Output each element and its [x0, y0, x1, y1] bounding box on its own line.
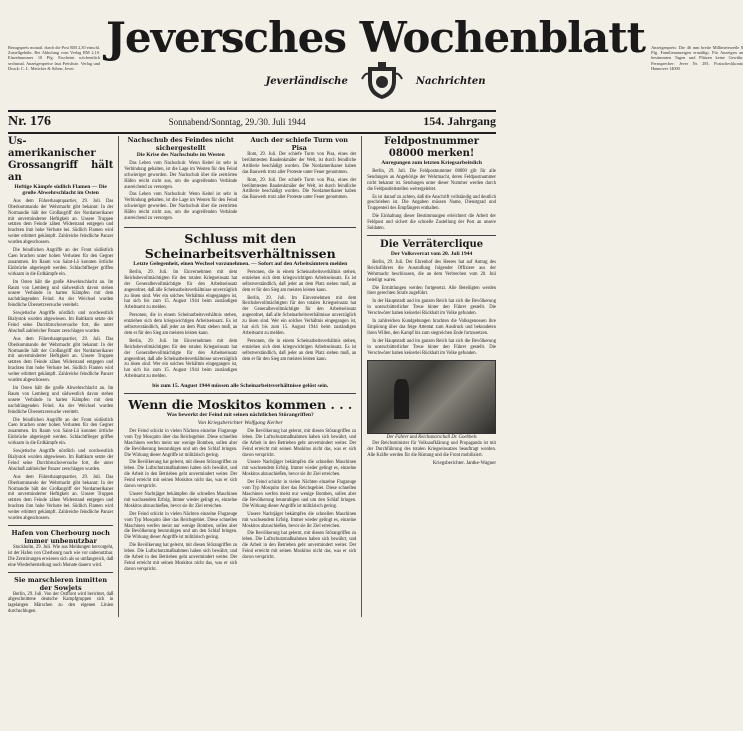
scheinarbeit-col-b [242, 270, 356, 382]
article-paragraph: Unsere Nachtjäger bekämpfen die schnellen Maschinen mit wachsendem Erfolg. Immer wieder gelingt es, einzelne Moskitos abzuschießen, bevor sie ihr Ziel erreichen. [242, 511, 357, 529]
subhead-nachschub: Die Krise des Nachschubs im Westen [136, 152, 225, 158]
moskitos-col-a [124, 429, 237, 575]
headline-verraeterclique: Die Verräterclique [380, 238, 484, 250]
article-paragraph: Aus dem Führerhauptquartier, 29. Juli. Das Oberkommando der Wehrmacht gibt bekannt: In der Normandie hält der Großangriff der Nordamerikaner mit unverminderter Heftigkeit an. Unsere Truppen setzten dem Feinde zähen Widerstand entgegen und brachten ihm hohe Verluste bei. Südlich Flamen wird weiter erbittert gekämpft. Zahlreiche feindliche Panzer wurden abgeschossen. [8, 336, 114, 384]
article-paragraph: Rom, 29. Juli. Der schiefe Turm von Pisa, eines der berühmtesten Baudenkmäler der Welt, ist durch feindliche Artillerie beschädigt worden. Die Nordamerikaner haben das Bauwerk trotz aller Proteste unter Feuer genommen. [242, 152, 357, 175]
middle-top-left [124, 136, 237, 224]
column-middle [124, 136, 356, 617]
article-credit: Kriegsberichter. Jantke-Wagner [432, 461, 496, 467]
divider [124, 227, 356, 228]
masthead-subtitle-left: Jeverländische [265, 75, 348, 87]
moskitos-body [124, 429, 356, 575]
column-rule [118, 136, 119, 617]
article-paragraph: Das Leben vom Nachschub: Wenn Keitel ist sehr in Verbindung gehalten, ist die Lage im Westen für den Feind schwieriger geworden. Der Nachschub über die zerstörten Häfen reicht nicht aus, um die angreifenden Verbände ausreichend zu versorgen. [124, 160, 238, 190]
byline-moskitos: Von Kriegsberichter Wolfgang Kerber [197, 420, 283, 426]
article-paragraph: Die Bevölkerung hat gelernt, mit diesen Störangriffen zu leben. Die Luftschutzmaßnahmen haben sich bewährt, und die Arbeit in den Betrieben geht unvermindert weiter. Der Feind erreicht mit seinen Moskitos nicht das, was er sich davon verspricht. [242, 428, 357, 458]
article-paragraph: Aus dem Führerhauptquartier, 29. Juli. Das Oberkommando der Wehrmacht gibt bekannt: In der Normandie hält der Großangriff der Nordamerikaner mit unverminderter Heftigkeit an. Unsere Truppen setzten dem Feinde zähen Widerstand entgegen und brachten ihm hohe Verluste bei. Südlich Flamen wird weiter erbittert gekämpft. Zahlreiche feindliche Panzer wurden abgeschossen. [8, 198, 114, 246]
article-paragraph: Unsere Nachtjäger bekämpfen die schnellen Maschinen mit wachsendem Erfolg. Immer wieder gelingt es, einzelne Moskitos abzuschießen, bevor sie ihr Ziel erreichen. [242, 460, 357, 478]
article-paragraph: Rom, 29. Juli. Der schiefe Turm von Pisa, eines der berühmtesten Baudenkmäler der Welt, ist durch feindliche Artillerie beschädigt worden. Die Nordamerikaner haben das Bauwerk trotz aller Proteste unter Feuer genommen. [242, 177, 357, 201]
headline-scheinarbeit: Schluss mit den Scheinarbeitsverhältnissen [144, 230, 336, 261]
article-paragraph: Die feindlichen Angriffe an der Front südöstlich Caen brachen unter hohen Verlusten für den Gegner zusammen. Im Raum von Saint-Lô konnten örtliche Einbrüche abgeriegelt werden. Schlachtflieger griffen wirksam in die Erdkämpfe ein. [8, 248, 114, 277]
subhead-moskitos: Was bewerkt der Feind mit seinen nächtlichen Störangriffen? [166, 412, 314, 419]
column-left [8, 136, 113, 617]
masthead-center [106, 15, 645, 101]
article-paragraph: Berlin, 29. Juli. Die Feldpostnummer 08000 gilt für alle Sendungen an Angehörige der Wehrmacht, deren Feldpostnummer nicht bekannt ist. Sendungen unter dieser Nummer werden durch die Feldpostleitstellen weitergeleitet. [367, 168, 496, 192]
coat-of-arms-icon [360, 61, 404, 101]
divider [367, 235, 496, 236]
headline-sowjets: Sie marschieren inmitten der Sowjets [14, 575, 108, 592]
article-paragraph: Im Osten hält die große Abwehrschlacht an. Im Raum von Lemberg und südwestlich davon stehen unsere Verbände in harten Kämpfen mit dem nachdrängenden Feind. An der Weichsel wurden feindliche Übersetzversuche vereitelt. [8, 386, 114, 415]
subhead-feldpost: Anregungen zum letzten Kriegsarbeitslich [381, 160, 482, 166]
headline-pisa: Auch der schiefe Turm von Pisa [250, 136, 349, 152]
article-paragraph: Die Bevölkerung hat gelernt, mit diesen Störangriffen zu leben. Die Luftschutzmaßnahmen haben sich bewährt, und die Arbeit in den Betrieben geht unvermindert weiter. Der Feind erreicht mit seinen Moskitos nicht das, was er sich davon verspricht. [242, 531, 357, 561]
column-right [367, 136, 496, 617]
article-paragraph: In der Hauptstadt und im ganzen Reich hat sich die Bevölkerung in unerschütterlicher Treue hinter den Führer gestellt. Die Verschwörer haben keinerlei Rückhalt im Volke gefunden. [367, 338, 496, 356]
headline-cherbourg: Hafen von Cherbourg noch immer unbenutzbar [11, 528, 110, 545]
scheinarbeit-body [124, 270, 356, 382]
subhead-scheinarbeit: Letzte Gelegenheit, einen Wechsel vorzunehmen. — Sofort auf den Arbeitsämtern melden [133, 260, 348, 267]
column-rule [361, 136, 362, 617]
article-paragraph: Die Bevölkerung hat gelernt, mit diesen Störangriffen zu leben. Die Luftschutzmaßnahmen haben sich bewährt, und die Arbeit in den Betrieben geht unvermindert weiter. Der Feind erreicht mit seinen Moskitos nicht das, was er sich davon verspricht. [124, 543, 238, 572]
masthead-right-info: Anzeigenpreis: Die 46 mm breite Millimeterzeile 8 Pfg. Familienanzeigen ermäßigt. Für Anzeigen an bestimmten Tagen und Plätzen keine Gewähr. Fernsprecher: Jever Nr. 281. Postscheckkonto Hannover 14000 [651, 45, 743, 71]
photo-caption: Der Führer und Reichsmarschall Dr. Goebbels [386, 435, 477, 441]
divider [8, 572, 113, 573]
newspaper-title: Jeversches Wochenblatt [106, 13, 646, 62]
headline-grossangriff: Us-amerikanischer Grossangriff hält an [8, 136, 114, 183]
divider [124, 393, 356, 394]
dateline [8, 112, 496, 134]
article-paragraph: Die Ermittlungen werden fortgesetzt. Alle Beteiligten werden ihrer gerechten Strafe zugeführt. [367, 285, 496, 297]
article-paragraph: Berlin, 29. Juli. Im Einvernehmen mit dem Reichsbevollmächtigten für den totalen Kriegseinsatz hat der Generalbevollmächtigte für den Arbeitseinsatz angeordnet, daß alle Scheinarbeitsverhältnisse unverzüglich zu lösen sind. Wer ein solches Verhältnis eingegangen ist, hat sich bis zum 15. August 1944 beim zuständigen Arbeitsamt zu melden. [124, 338, 238, 380]
article-paragraph: Sowjetische Angriffe nördlich und nordwestlich Bialystok wurden abgewiesen. Im Baltikum setzte der Feind seine Durchbruchsversuche fort, die unter Abschuß zahlreicher Panzer zerschlagen wurden. [8, 449, 114, 472]
article-paragraph: Personen, die in einem Scheinarbeitsverhältnis stehen, entziehen sich dem kriegswichtigen Arbeitseinsatz. Es ist selbstverständlich, daß jeder an dem Platz stehen muß, an dem er für den Sieg am meisten leisten kann. [242, 338, 357, 362]
subhead-grossangriff: Heftige Kämpfe südlich Flamen — Die große Abwehrschlacht im Osten [14, 184, 107, 196]
article-paragraph: Die Bevölkerung hat gelernt, mit diesen Störangriffen zu leben. Die Luftschutzmaßnahmen haben sich bewährt, und die Arbeit in den Betrieben geht unvermindert weiter. Der Feind erreicht mit seinen Moskitos nicht das, was er sich davon verspricht. [124, 460, 238, 490]
issue-number: Nr. 176 [8, 114, 52, 129]
article-paragraph: Es ist darauf zu achten, daß die Anschrift vollständig und deutlich geschrieben ist. Die Angaben müssen Name, Dienstgrad und Truppenteil des Empfängers enthalten. [367, 194, 496, 212]
article-paragraph: Im Osten hält die große Abwehrschlacht an. Im Raum von Lemberg und südwestlich davon stehen unsere Verbände in harten Kämpfen mit dem nachdrängenden Feind. An der Weichsel wurden feindliche Übersetzversuche vereitelt. [8, 279, 114, 309]
middle-top-row [124, 136, 356, 224]
masthead [8, 6, 743, 112]
article-paragraph: Personen, die in einem Scheinarbeitsverhältnis stehen, entziehen sich dem kriegswichtigen Arbeitseinsatz. Es ist selbstverständlich, daß jeder an dem Platz stehen muß, an dem er für den Sieg am meisten leisten kann. [124, 313, 238, 336]
headline-moskitos: Wenn die Moskitos kommen . . . [128, 397, 353, 413]
headline-feldpost: Feldpostnummer 08000 merken! [384, 136, 480, 159]
masthead-subtitle-row [106, 61, 645, 101]
news-photo [367, 360, 496, 434]
article-paragraph: Die feindlichen Angriffe an der Front südöstlich Caen brachen unter hohen Verlusten für den Gegner zusammen. Im Raum von Saint-Lô konnten örtliche Einbrüche abgeriegelt werden. Schlachtflieger griffen wirksam in die Erdkämpfe ein. [8, 417, 114, 447]
volume-year: 154. Jahrgang [423, 114, 496, 128]
article-paragraph: In zahlreichen Kundgebungen brachten die Volksgenossen ihre Empörung über das feige Attentat zum Ausdruck und bekundeten ihren Willen, den Kampf bis zum siegreichen Ende fortzusetzen. [367, 319, 496, 336]
scheinarbeit-col-a [124, 270, 237, 382]
article-paragraph: Die Einhaltung dieser Bestimmungen erleichtert die Arbeit der Feldpost und sichert die schnelle Zustellung der Post an unsere Soldaten. [367, 214, 496, 232]
article-paragraph: Unsere Nachtjäger bekämpfen die schnellen Maschinen mit wachsendem Erfolg. Immer wieder gelingt es, einzelne Moskitos abzuschießen, bevor sie ihr Ziel erreichen. [124, 491, 238, 509]
article-paragraph: Berlin, 29. Juli. Der Ehrenhof des Heeres hat auf Antrag des Reichsführers die Ausstoßung folgender Offiziere aus der Wehrmacht beschlossen, die an dem Verbrechen vom 20. Juli beteiligt waren. [367, 259, 496, 283]
article-paragraph: Das Leben vom Nachschub: Wenn Keitel ist sehr in Verbindung gehalten, ist die Lage im Westen für den Feind schwieriger geworden. Der Nachschub über die zerstörten Häfen reicht nicht aus, um die angreifenden Verbände ausreichend zu versorgen. [124, 192, 238, 222]
article-columns [8, 136, 496, 617]
article-paragraph: In der Hauptstadt und im ganzen Reich hat sich die Bevölkerung in unerschütterlicher Treue hinter den Führer gestellt. Die Verschwörer haben keinerlei Rückhalt im Volke gefunden. [367, 299, 496, 317]
article-paragraph: Der Reichsminister für Volksaufklärung und Propaganda ist mit der Durchführung des totalen Kriegseinsatzes beauftragt worden. Alle Kräfte werden für die Rüstung und die Front mobilisiert. [367, 441, 496, 459]
masthead-subtitle-right: Nachrichten [415, 75, 486, 87]
article-paragraph: Berlin, 29. Juli. Im Einvernehmen mit dem Reichsbevollmächtigten für den totalen Kriegseinsatz hat der Generalbevollmächtigte für den Arbeitseinsatz angeordnet, daß alle Scheinarbeitsverhältnisse unverzüglich zu lösen sind. Wer ein solches Verhältnis eingegangen ist, hat sich bis zum 15. August 1944 beim zuständigen Arbeitsamt zu melden. [242, 295, 357, 336]
article-paragraph: Personen, die in einem Scheinarbeitsverhältnis stehen, entziehen sich dem kriegswichtigen Arbeitseinsatz. Es ist selbstverständlich, daß jeder an dem Platz stehen muß, an dem er für den Sieg am meisten leisten kann. [242, 269, 357, 293]
subhead-verraeterclique: Der Volksverrat vom 20. Juli 1944 [390, 250, 473, 257]
article-paragraph: Aus dem Führerhauptquartier, 29. Juli. Das Oberkommando der Wehrmacht gibt bekannt: In der Normandie hält der Großangriff der Nordamerikaner mit unverminderter Heftigkeit an. Unsere Truppen setzten dem Feinde zähen Widerstand entgegen und brachten ihm hohe Verluste bei. Südlich Flamen wird weiter erbittert gekämpft. Zahlreiche feindliche Panzer wurden abgeschossen. [8, 474, 114, 522]
divider [8, 525, 113, 526]
article-paragraph: Berlin, 29. Juli. Von der Ostfront wird berichtet, daß abgeschnittene deutsche Kampfgruppen sich in tagelangen Märschen zu den eigenen Linien durchschlugen. [8, 591, 114, 615]
moskitos-col-b [242, 429, 356, 575]
article-paragraph: Der Feind schickt in vielen Nächten einzelne Flugzeuge vom Typ Mosquito über das Reichsgebiet. Diese schnellen Maschinen werfen meist nur wenige Bomben, sollen aber die Bevölkerung beunruhigen und um den Schlaf bringen. Die Wirkung dieser Angriffe ist militärisch gering. [242, 480, 357, 509]
masthead-left-info: Bezugspreis monatl. durch die Post RM 2,30 einschl. Zustellgebühr. Bei Abholung vom Verlag RM 2,10. Einzelnummer 10 Pfg. Erscheint wöchentlich sechsmal. Anzeigenpreise laut Preisliste. Verlag und Druck: C. L. Mettcker & Söhne, Jever. [8, 45, 100, 71]
issue-date: Sonnabend/Sonntag, 29./30. Juli 1944 [168, 117, 306, 127]
headline-nachschub: Nachschub des Feindes nicht sichergestellt [127, 136, 234, 152]
article-paragraph: Stockholm, 29. Juli. Wie aus Meldungen hervorgeht, ist der Hafen von Cherbourg nach wie vor unbenutzbar. Die Zerstörungen erwiesen sich als so umfangreich, daß eine Wiederherstellung noch Monate dauern wird. [8, 544, 114, 568]
article-paragraph: Der Feind schickt in vielen Nächten einzelne Flugzeuge vom Typ Mosquito über das Reichsgebiet. Diese schnellen Maschinen werfen meist nur wenige Bomben, sollen aber die Bevölkerung beunruhigen und um den Schlaf bringen. Die Wirkung dieser Angriffe ist militärisch gering. [124, 428, 238, 458]
article-paragraph: Berlin, 29. Juli. Im Einvernehmen mit dem Reichsbevollmächtigten für den totalen Kriegseinsatz hat der Generalbevollmächtigte für den Arbeitseinsatz angeordnet, daß alle Scheinarbeitsverhältnisse unverzüglich zu lösen sind. Wer ein solches Verhältnis eingegangen ist, hat sich bis zum 15. August 1944 beim zuständigen Arbeitsamt zu melden. [124, 269, 238, 311]
article-paragraph: Der Feind schickt in vielen Nächten einzelne Flugzeuge vom Typ Mosquito über das Reichsgebiet. Diese schnellen Maschinen werfen meist nur wenige Bomben, sollen aber die Bevölkerung beunruhigen und um den Schlaf bringen. Die Wirkung dieser Angriffe ist militärisch gering. [124, 511, 238, 541]
middle-top-right [242, 136, 356, 224]
deadline-note: bis zum 15. August 1944 müssen alle Scheinarbeitsverhältnisse gelöst sein. [152, 383, 329, 390]
article-paragraph: Sowjetische Angriffe nördlich und nordwestlich Bialystok wurden abgewiesen. Im Baltikum setzte der Feind seine Durchbruchsversuche fort, die unter Abschuß zahlreicher Panzer zerschlagen wurden. [8, 311, 114, 334]
